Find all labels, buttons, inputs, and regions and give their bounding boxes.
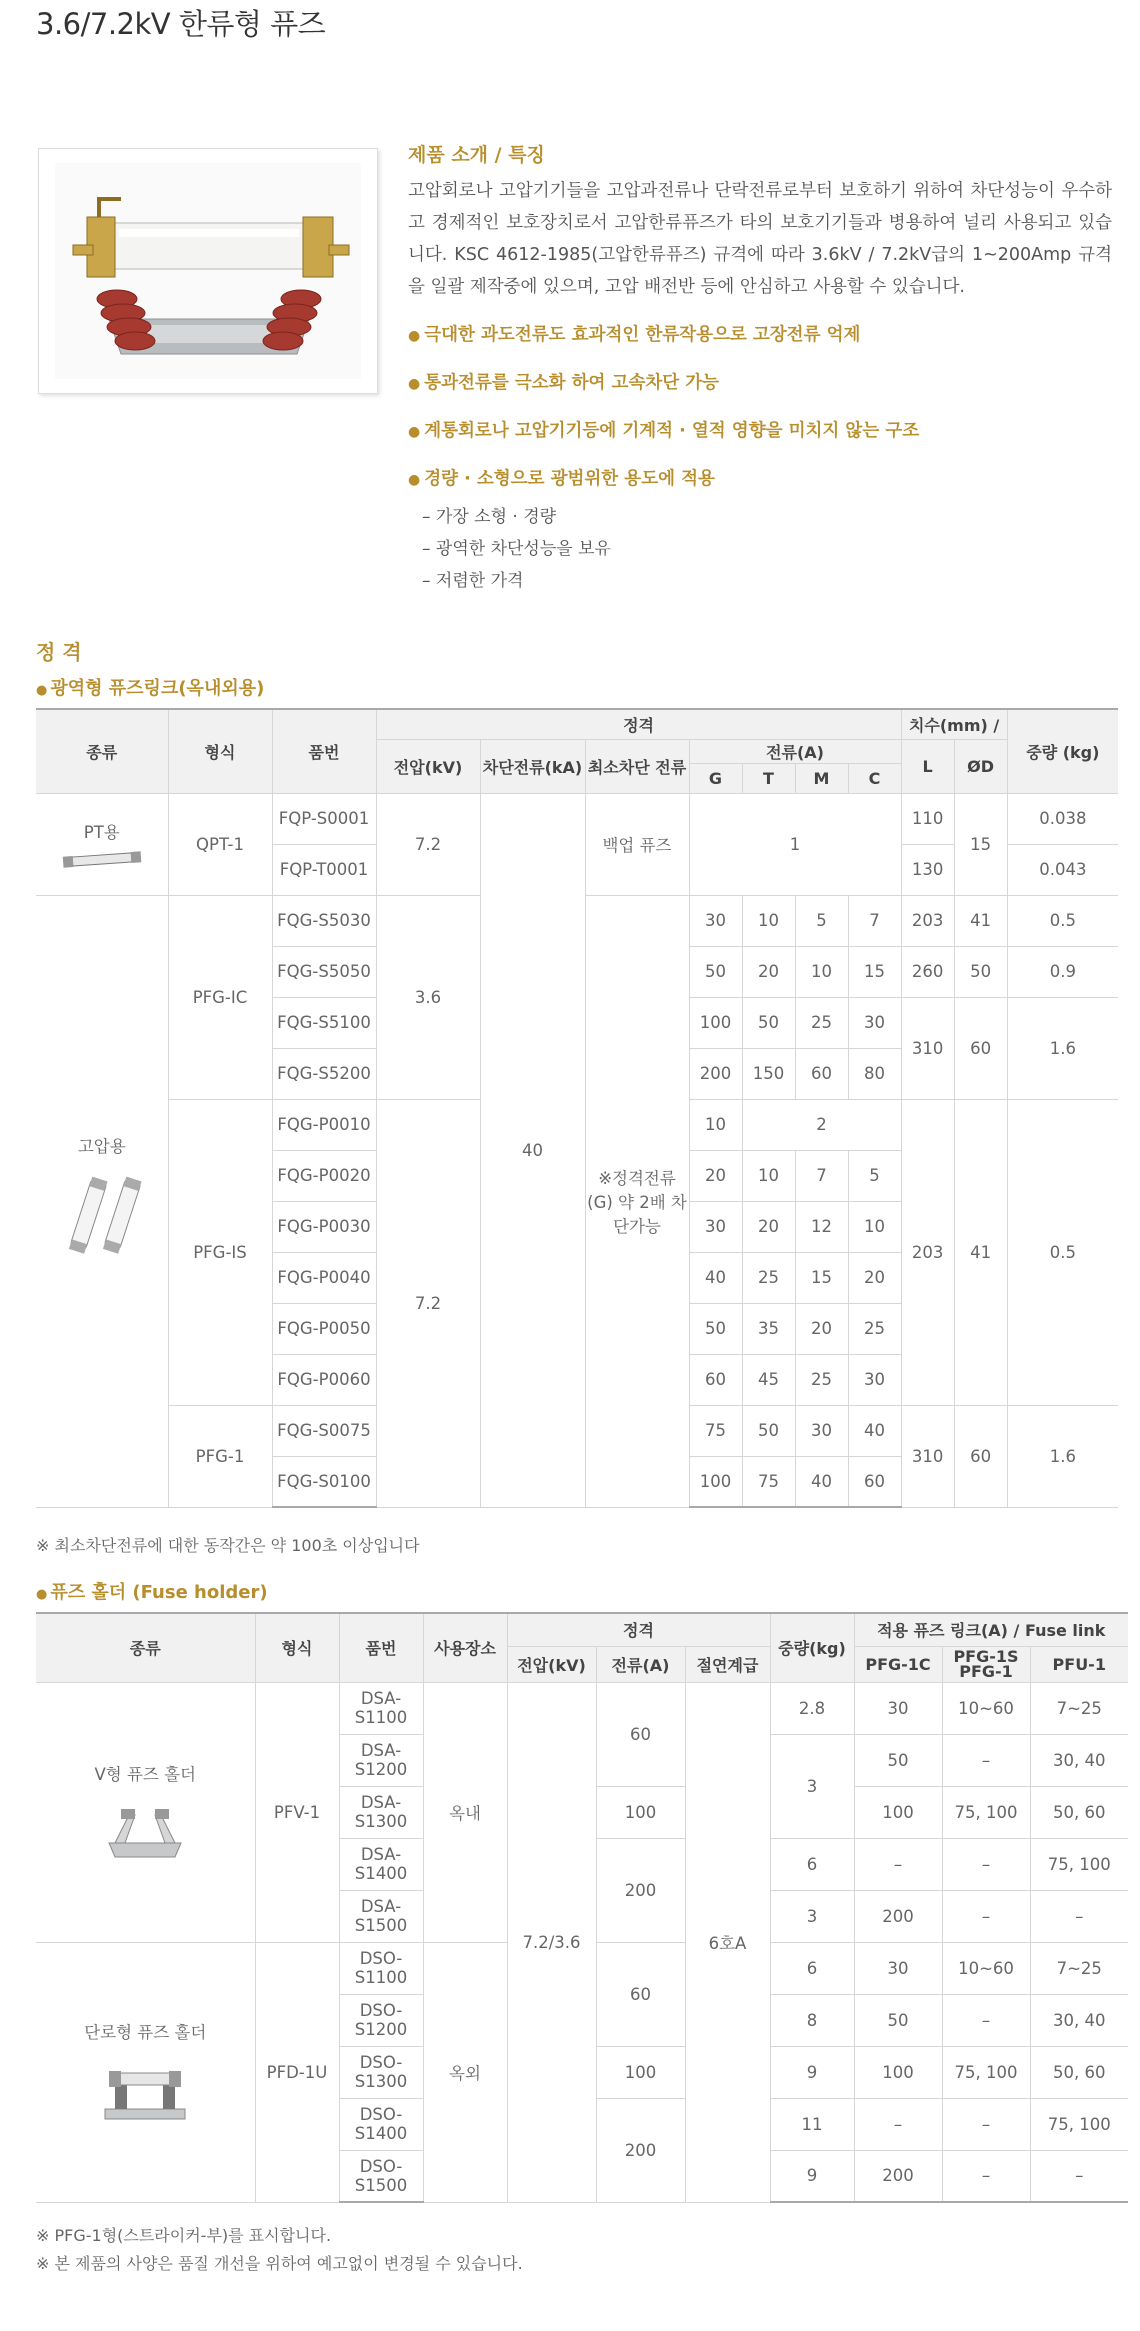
t-cell: 20 bbox=[742, 946, 795, 997]
bullet-icon: ● bbox=[408, 376, 421, 392]
col-pfg1s: PFG-1S PFG-1 bbox=[942, 1646, 1030, 1682]
bullet-icon: ● bbox=[408, 424, 421, 440]
voltage-cell: 7.2 bbox=[376, 1099, 480, 1507]
g-cell: 60 bbox=[689, 1354, 742, 1405]
c-cell: 10 bbox=[848, 1201, 901, 1252]
m-cell: 20 bbox=[795, 1303, 848, 1354]
pfu1-cell: – bbox=[1030, 2150, 1128, 2202]
col-d: ØD bbox=[954, 739, 1007, 793]
model-cell: PFG-IS bbox=[168, 1099, 272, 1405]
product-intro bbox=[408, 140, 1112, 597]
m-cell: 25 bbox=[795, 1354, 848, 1405]
hv-fuse-image bbox=[57, 1169, 147, 1269]
m-cell: 10 bbox=[795, 946, 848, 997]
c-cell: 25 bbox=[848, 1303, 901, 1354]
part-cell: DSA-S1100 bbox=[339, 1682, 423, 1734]
t-cell: 10 bbox=[742, 895, 795, 946]
part-cell: DSO-S1500 bbox=[339, 2150, 423, 2202]
part-cell: FQG-P0060 bbox=[272, 1354, 376, 1405]
d-cell: 41 bbox=[954, 1099, 1007, 1405]
part-cell: DSO-S1100 bbox=[339, 1942, 423, 1994]
col-part: 품번 bbox=[339, 1613, 423, 1682]
weight-cell: 2.8 bbox=[770, 1682, 854, 1734]
t-cell: 25 bbox=[742, 1252, 795, 1303]
part-cell: FQG-S5050 bbox=[272, 946, 376, 997]
type-cell bbox=[36, 895, 168, 1507]
part-cell: FQG-S5030 bbox=[272, 895, 376, 946]
col-g: G bbox=[689, 763, 742, 793]
g-cell: 30 bbox=[689, 895, 742, 946]
feature-item: ● 경량 · 소형으로 광범위한 용도에 적용 bbox=[408, 469, 715, 489]
g-cell: 30 bbox=[689, 1201, 742, 1252]
bullet-icon: ● bbox=[408, 328, 421, 344]
col-breaking: 차단전류(kA) bbox=[480, 739, 585, 793]
t-cell: 50 bbox=[742, 997, 795, 1048]
pfg1c-cell: 100 bbox=[854, 1786, 942, 1838]
pfg1c-cell: 200 bbox=[854, 1890, 942, 1942]
weight-cell: 0.5 bbox=[1007, 895, 1118, 946]
footnote: ※ PFG-1형(스트라이커-부)를 표시합니다. bbox=[36, 2226, 332, 2245]
pfg1s-cell: 75, 100 bbox=[942, 2046, 1030, 2098]
l-cell: 310 bbox=[901, 997, 954, 1099]
m-cell: 40 bbox=[795, 1456, 848, 1507]
footnote: ※ 본 제품의 사양은 품질 개선을 위하여 예고없이 변경될 수 있습니다. bbox=[36, 2254, 523, 2273]
weight-cell: 3 bbox=[770, 1890, 854, 1942]
min-breaking-cell: ※정격전류(G) 약 2배 차단가능 bbox=[585, 895, 689, 1507]
intro-heading: 제품 소개 / 특징 bbox=[408, 144, 545, 166]
weight-cell: 8 bbox=[770, 1994, 854, 2046]
c-cell: 30 bbox=[848, 997, 901, 1048]
bullet-icon: ● bbox=[36, 683, 48, 698]
pfg1c-cell: 200 bbox=[854, 2150, 942, 2202]
t-cell: 20 bbox=[742, 1201, 795, 1252]
m-cell: 5 bbox=[795, 895, 848, 946]
pfg1c-cell: 100 bbox=[854, 2046, 942, 2098]
col-m: M bbox=[795, 763, 848, 793]
pfu1-cell: 7~25 bbox=[1030, 1682, 1128, 1734]
c-cell: 60 bbox=[848, 1456, 901, 1507]
pfg1s-cell: – bbox=[942, 1994, 1030, 2046]
sub-item: – 저렴한 가격 bbox=[422, 571, 524, 591]
c-cell: 20 bbox=[848, 1252, 901, 1303]
part-cell: FQP-T0001 bbox=[272, 844, 376, 895]
part-cell: FQG-S5100 bbox=[272, 997, 376, 1048]
model-cell: PFG-1 bbox=[168, 1405, 272, 1507]
feature-item: ● 통과전류를 극소화 하여 고속차단 가능 bbox=[408, 373, 720, 393]
m-cell: 15 bbox=[795, 1252, 848, 1303]
g-cell: 20 bbox=[689, 1150, 742, 1201]
c-cell: 5 bbox=[848, 1150, 901, 1201]
type-label: 단로형 퓨즈 홀더 bbox=[84, 2023, 207, 2042]
pfu1-cell: – bbox=[1030, 1890, 1128, 1942]
place-cell: 옥외 bbox=[423, 1942, 507, 2202]
d-cell: 60 bbox=[954, 997, 1007, 1099]
current-cell: 60 bbox=[596, 1942, 685, 2046]
pfu1-cell: 7~25 bbox=[1030, 1942, 1128, 1994]
col-model: 형식 bbox=[168, 709, 272, 793]
mc-cell: 2 bbox=[742, 1099, 901, 1150]
page-title: 3.6/7.2kV 한류형 퓨즈 bbox=[36, 7, 326, 41]
g-cell: 40 bbox=[689, 1252, 742, 1303]
sub-list bbox=[408, 501, 1112, 597]
part-cell: FQG-S0075 bbox=[272, 1405, 376, 1456]
col-weight: 중량 (kg) bbox=[1007, 709, 1118, 793]
l-cell: 130 bbox=[901, 844, 954, 895]
pfg1c-cell: 50 bbox=[854, 1994, 942, 2046]
spec-heading: 정 격 bbox=[36, 640, 82, 664]
c-cell: 15 bbox=[848, 946, 901, 997]
type-label: PT용 bbox=[83, 823, 120, 842]
col-link: 적용 퓨즈 링크(A) / Fuse link bbox=[854, 1613, 1128, 1646]
model-cell: PFD-1U bbox=[255, 1942, 339, 2202]
type-cell bbox=[36, 1682, 255, 1942]
col-voltage: 전압(kV) bbox=[376, 739, 480, 793]
intro-body: 고압회로나 고압기기들을 고압과전류나 단락전류로부터 보호하기 위하여 차단성능이 우수하고 경제적인 보호장치로서 고압한류퓨즈가 타의 보호기기들과 병용하여 널리 사용되고 있습니다. KSC 4612-1985(고압한류퓨즈) 규격에 따라 3.6kV / 7.2kV급의 1~200Amp 규격을 일괄 제작중에 있으며, 고압 배전반 등에 안심하고 사용할 수 있습니다. bbox=[408, 181, 1112, 297]
col-model: 형식 bbox=[255, 1613, 339, 1682]
col-current: 전류(A) bbox=[596, 1646, 685, 1682]
type-label: 고압용 bbox=[77, 1137, 126, 1156]
t-cell: 150 bbox=[742, 1048, 795, 1099]
current-cell: 200 bbox=[596, 2098, 685, 2202]
pfg1s-cell: – bbox=[942, 1890, 1030, 1942]
part-cell: FQG-S0100 bbox=[272, 1456, 376, 1507]
pfu1-cell: 75, 100 bbox=[1030, 1838, 1128, 1890]
col-weight: 중량(kg) bbox=[770, 1613, 854, 1682]
weight-cell: 11 bbox=[770, 2098, 854, 2150]
bullet-icon: ● bbox=[408, 472, 421, 488]
part-cell: FQG-P0040 bbox=[272, 1252, 376, 1303]
pfg1s-cell: – bbox=[942, 1734, 1030, 1786]
g-cell: 10 bbox=[689, 1099, 742, 1150]
part-cell: DSA-S1400 bbox=[339, 1838, 423, 1890]
pfg1s-cell: 10~60 bbox=[942, 1942, 1030, 1994]
part-cell: DSA-S1300 bbox=[339, 1786, 423, 1838]
t-cell: 45 bbox=[742, 1354, 795, 1405]
weight-cell: 3 bbox=[770, 1734, 854, 1838]
l-cell: 203 bbox=[901, 895, 954, 946]
weight-cell: 6 bbox=[770, 1942, 854, 1994]
voltage-cell: 7.2/3.6 bbox=[507, 1682, 596, 2202]
pfg1c-cell: 30 bbox=[854, 1942, 942, 1994]
g-cell: 100 bbox=[689, 997, 742, 1048]
pfg1s-cell: – bbox=[942, 1838, 1030, 1890]
voltage-cell: 7.2 bbox=[376, 793, 480, 895]
single-holder-image bbox=[95, 2061, 195, 2125]
l-cell: 110 bbox=[901, 793, 954, 844]
fuse-link-table bbox=[36, 708, 1118, 1508]
part-cell: FQG-P0010 bbox=[272, 1099, 376, 1150]
type-cell bbox=[36, 1942, 255, 2202]
c-cell: 80 bbox=[848, 1048, 901, 1099]
col-rating: 정격 bbox=[507, 1613, 770, 1646]
m-cell: 7 bbox=[795, 1150, 848, 1201]
g-cell: 50 bbox=[689, 1303, 742, 1354]
part-cell: FQG-S5200 bbox=[272, 1048, 376, 1099]
pt-fuse-image bbox=[57, 849, 147, 869]
product-photo bbox=[38, 148, 378, 394]
fuse-link-note: ※ 최소차단전류에 대한 동작간은 약 100초 이상입니다 bbox=[36, 1536, 420, 1555]
pfg1c-cell: 50 bbox=[854, 1734, 942, 1786]
weight-cell: 0.043 bbox=[1007, 844, 1118, 895]
pfg1s-cell: 10~60 bbox=[942, 1682, 1030, 1734]
insulation-cell: 6호A bbox=[685, 1682, 770, 2202]
t-cell: 35 bbox=[742, 1303, 795, 1354]
sub-item: – 광역한 차단성능을 보유 bbox=[422, 539, 611, 559]
fuse-link-heading: ● 광역형 퓨즈링크(옥내외용) bbox=[36, 678, 265, 699]
weight-cell: 1.6 bbox=[1007, 1405, 1118, 1507]
part-cell: DSO-S1400 bbox=[339, 2098, 423, 2150]
voltage-cell: 3.6 bbox=[376, 895, 480, 1099]
model-cell: QPT-1 bbox=[168, 793, 272, 895]
min-breaking-cell: 백업 퓨즈 bbox=[585, 793, 689, 895]
pfu1-cell: 50, 60 bbox=[1030, 1786, 1128, 1838]
c-cell: 30 bbox=[848, 1354, 901, 1405]
col-pfg1c: PFG-1C bbox=[854, 1646, 942, 1682]
c-cell: 40 bbox=[848, 1405, 901, 1456]
pfu1-cell: 75, 100 bbox=[1030, 2098, 1128, 2150]
weight-cell: 0.9 bbox=[1007, 946, 1118, 997]
pfg1s-cell: 75, 100 bbox=[942, 1786, 1030, 1838]
part-cell: DSA-S1200 bbox=[339, 1734, 423, 1786]
col-dims: 치수(mm) / bbox=[901, 709, 1007, 739]
weight-cell: 0.038 bbox=[1007, 793, 1118, 844]
v-holder-image bbox=[95, 1803, 195, 1863]
place-cell: 옥내 bbox=[423, 1682, 507, 1942]
m-cell: 12 bbox=[795, 1201, 848, 1252]
col-insulation: 절연계급 bbox=[685, 1646, 770, 1682]
pfg1s-cell: – bbox=[942, 2150, 1030, 2202]
weight-cell: 6 bbox=[770, 1838, 854, 1890]
l-cell: 310 bbox=[901, 1405, 954, 1507]
d-cell: 15 bbox=[954, 793, 1007, 895]
part-cell: FQG-P0030 bbox=[272, 1201, 376, 1252]
m-cell: 30 bbox=[795, 1405, 848, 1456]
d-cell: 41 bbox=[954, 895, 1007, 946]
feature-item: ● 계통회로나 고압기기등에 기계적 · 열적 영향을 미치지 않는 구조 bbox=[408, 421, 920, 441]
d-cell: 50 bbox=[954, 946, 1007, 997]
pfu1-cell: 30, 40 bbox=[1030, 1734, 1128, 1786]
m-cell: 60 bbox=[795, 1048, 848, 1099]
m-cell: 25 bbox=[795, 997, 848, 1048]
g-cell: 200 bbox=[689, 1048, 742, 1099]
weight-cell: 1.6 bbox=[1007, 997, 1118, 1099]
t-cell: 10 bbox=[742, 1150, 795, 1201]
col-pfu1: PFU-1 bbox=[1030, 1646, 1128, 1682]
bullet-icon: ● bbox=[36, 1587, 48, 1602]
col-l: L bbox=[901, 739, 954, 793]
l-cell: 260 bbox=[901, 946, 954, 997]
d-cell: 60 bbox=[954, 1405, 1007, 1507]
c-cell: 7 bbox=[848, 895, 901, 946]
pfg1c-cell: – bbox=[854, 2098, 942, 2150]
col-min-breaking: 최소차단 전류 bbox=[585, 739, 689, 793]
weight-cell: 0.5 bbox=[1007, 1099, 1118, 1405]
weight-cell: 9 bbox=[770, 2046, 854, 2098]
pfg1c-cell: – bbox=[854, 1838, 942, 1890]
breaking-cell: 40 bbox=[480, 793, 585, 1507]
model-cell: PFV-1 bbox=[255, 1682, 339, 1942]
t-cell: 75 bbox=[742, 1456, 795, 1507]
part-cell: DSA-S1500 bbox=[339, 1890, 423, 1942]
part-cell: FQG-P0050 bbox=[272, 1303, 376, 1354]
fuse-holder-heading: ● 퓨즈 홀더 (Fuse holder) bbox=[36, 1582, 268, 1603]
g-cell: 100 bbox=[689, 1456, 742, 1507]
type-label: V형 퓨즈 홀더 bbox=[94, 1765, 196, 1784]
col-place: 사용장소 bbox=[423, 1613, 507, 1682]
col-type: 종류 bbox=[36, 1613, 255, 1682]
col-part: 품번 bbox=[272, 709, 376, 793]
col-rating: 정격 bbox=[376, 709, 901, 739]
pfg1s-cell: – bbox=[942, 2098, 1030, 2150]
model-cell: PFG-IC bbox=[168, 895, 272, 1099]
current-cell: 100 bbox=[596, 2046, 685, 2098]
part-cell: DSO-S1200 bbox=[339, 1994, 423, 2046]
weight-cell: 9 bbox=[770, 2150, 854, 2202]
current-cell: 200 bbox=[596, 1838, 685, 1942]
g-cell: 50 bbox=[689, 946, 742, 997]
current-cell: 60 bbox=[596, 1682, 685, 1786]
col-t: T bbox=[742, 763, 795, 793]
col-c: C bbox=[848, 763, 901, 793]
pfu1-cell: 30, 40 bbox=[1030, 1994, 1128, 2046]
t-cell: 50 bbox=[742, 1405, 795, 1456]
current-cell: 1 bbox=[689, 793, 901, 895]
l-cell: 203 bbox=[901, 1099, 954, 1405]
g-cell: 75 bbox=[689, 1405, 742, 1456]
pfu1-cell: 50, 60 bbox=[1030, 2046, 1128, 2098]
col-current: 전류(A) bbox=[689, 739, 901, 763]
part-cell: FQP-S0001 bbox=[272, 793, 376, 844]
pfg1c-cell: 30 bbox=[854, 1682, 942, 1734]
current-cell: 100 bbox=[596, 1786, 685, 1838]
feature-item: ● 극대한 과도전류도 효과적인 한류작용으로 고장전류 억제 bbox=[408, 325, 861, 345]
type-cell bbox=[36, 793, 168, 895]
fuse-holder-table bbox=[36, 1612, 1128, 2203]
sub-item: – 가장 소형 · 경량 bbox=[422, 507, 557, 527]
col-type: 종류 bbox=[36, 709, 168, 793]
part-cell: FQG-P0020 bbox=[272, 1150, 376, 1201]
part-cell: DSO-S1300 bbox=[339, 2046, 423, 2098]
col-voltage: 전압(kV) bbox=[507, 1646, 596, 1682]
